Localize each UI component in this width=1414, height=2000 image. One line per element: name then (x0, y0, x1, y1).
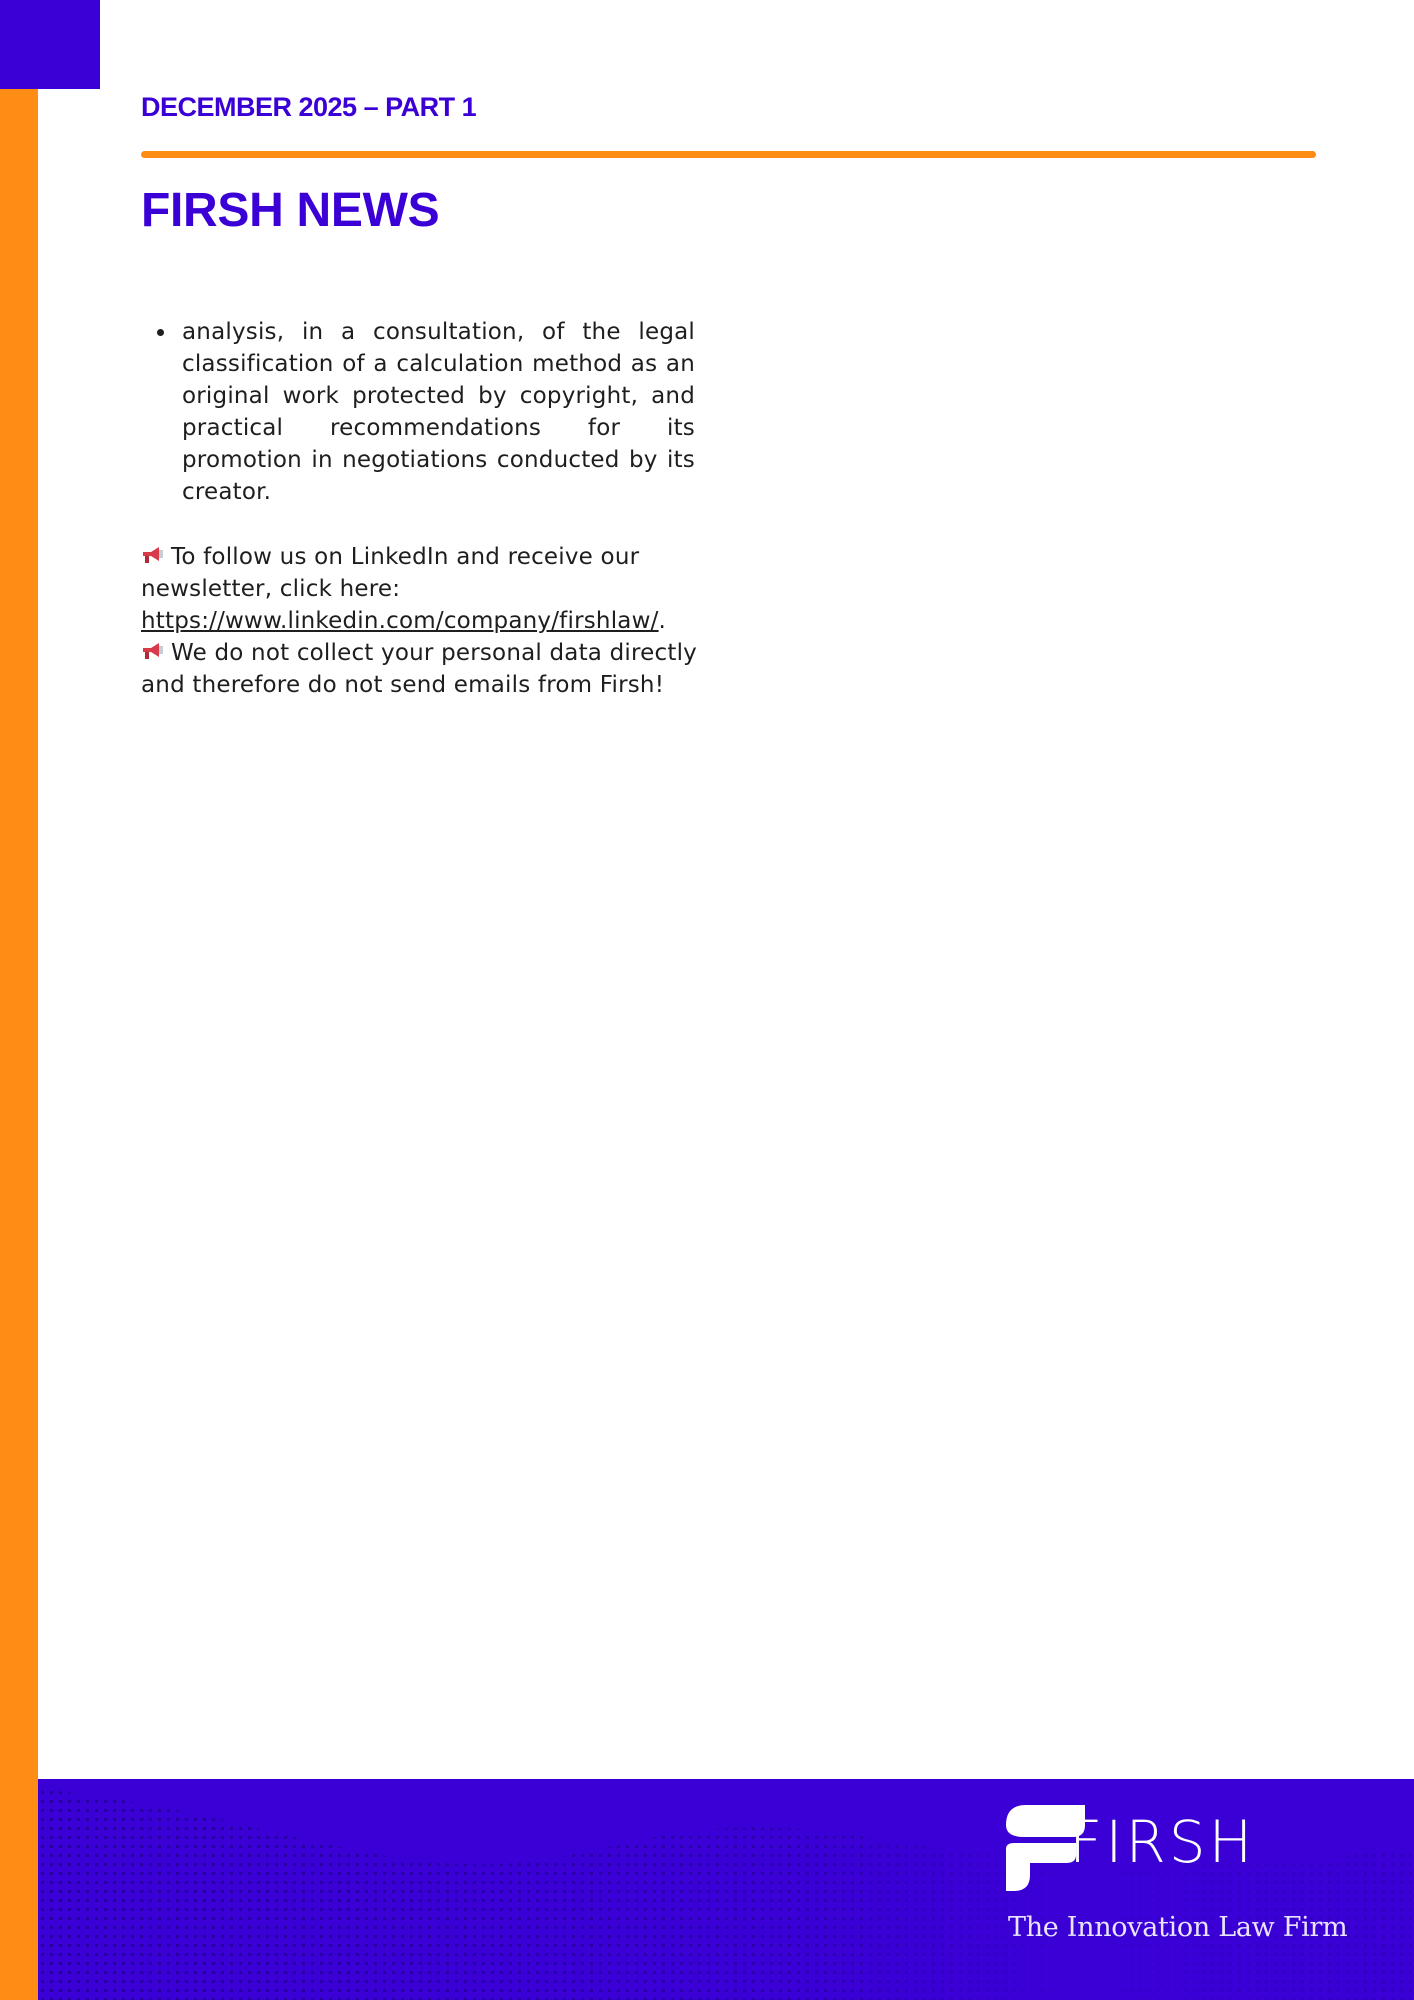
bullet-text: analysis, in a consultation, of the legal classification of a calculation method as an original work protected by copyright, and practical recommendations for its promotion in negotiations conducted by its creator. (182, 319, 695, 505)
page-title: FIRSH NEWS (141, 184, 440, 237)
bullet-list (141, 316, 695, 508)
linkedin-link[interactable]: https://www.linkedin.com/company/firshlaw/ (141, 608, 659, 634)
issue-kicker: DECEMBER 2025 – PART 1 (141, 92, 477, 122)
link-suffix: . (658, 608, 667, 634)
left-accent-bar (0, 0, 38, 2000)
megaphone-icon (141, 641, 165, 661)
header-divider (141, 151, 1316, 158)
bullet-dot-icon (157, 329, 164, 336)
footer-banner (38, 1779, 1414, 2000)
bullet-item (182, 316, 695, 508)
logo-wordmark: FIRSH (1069, 1808, 1256, 1876)
corner-accent-block (0, 0, 100, 89)
privacy-note (141, 637, 701, 701)
follow-note (141, 541, 701, 637)
footer-tagline: The Innovation Law Firm (1008, 1912, 1348, 1943)
megaphone-icon (141, 545, 165, 565)
follow-text: To follow us on LinkedIn and receive our newsletter, click here: (141, 544, 640, 602)
privacy-text: We do not collect your personal data directly and therefore do not send emails from Firsh! (141, 640, 697, 698)
notes-section (141, 541, 701, 701)
